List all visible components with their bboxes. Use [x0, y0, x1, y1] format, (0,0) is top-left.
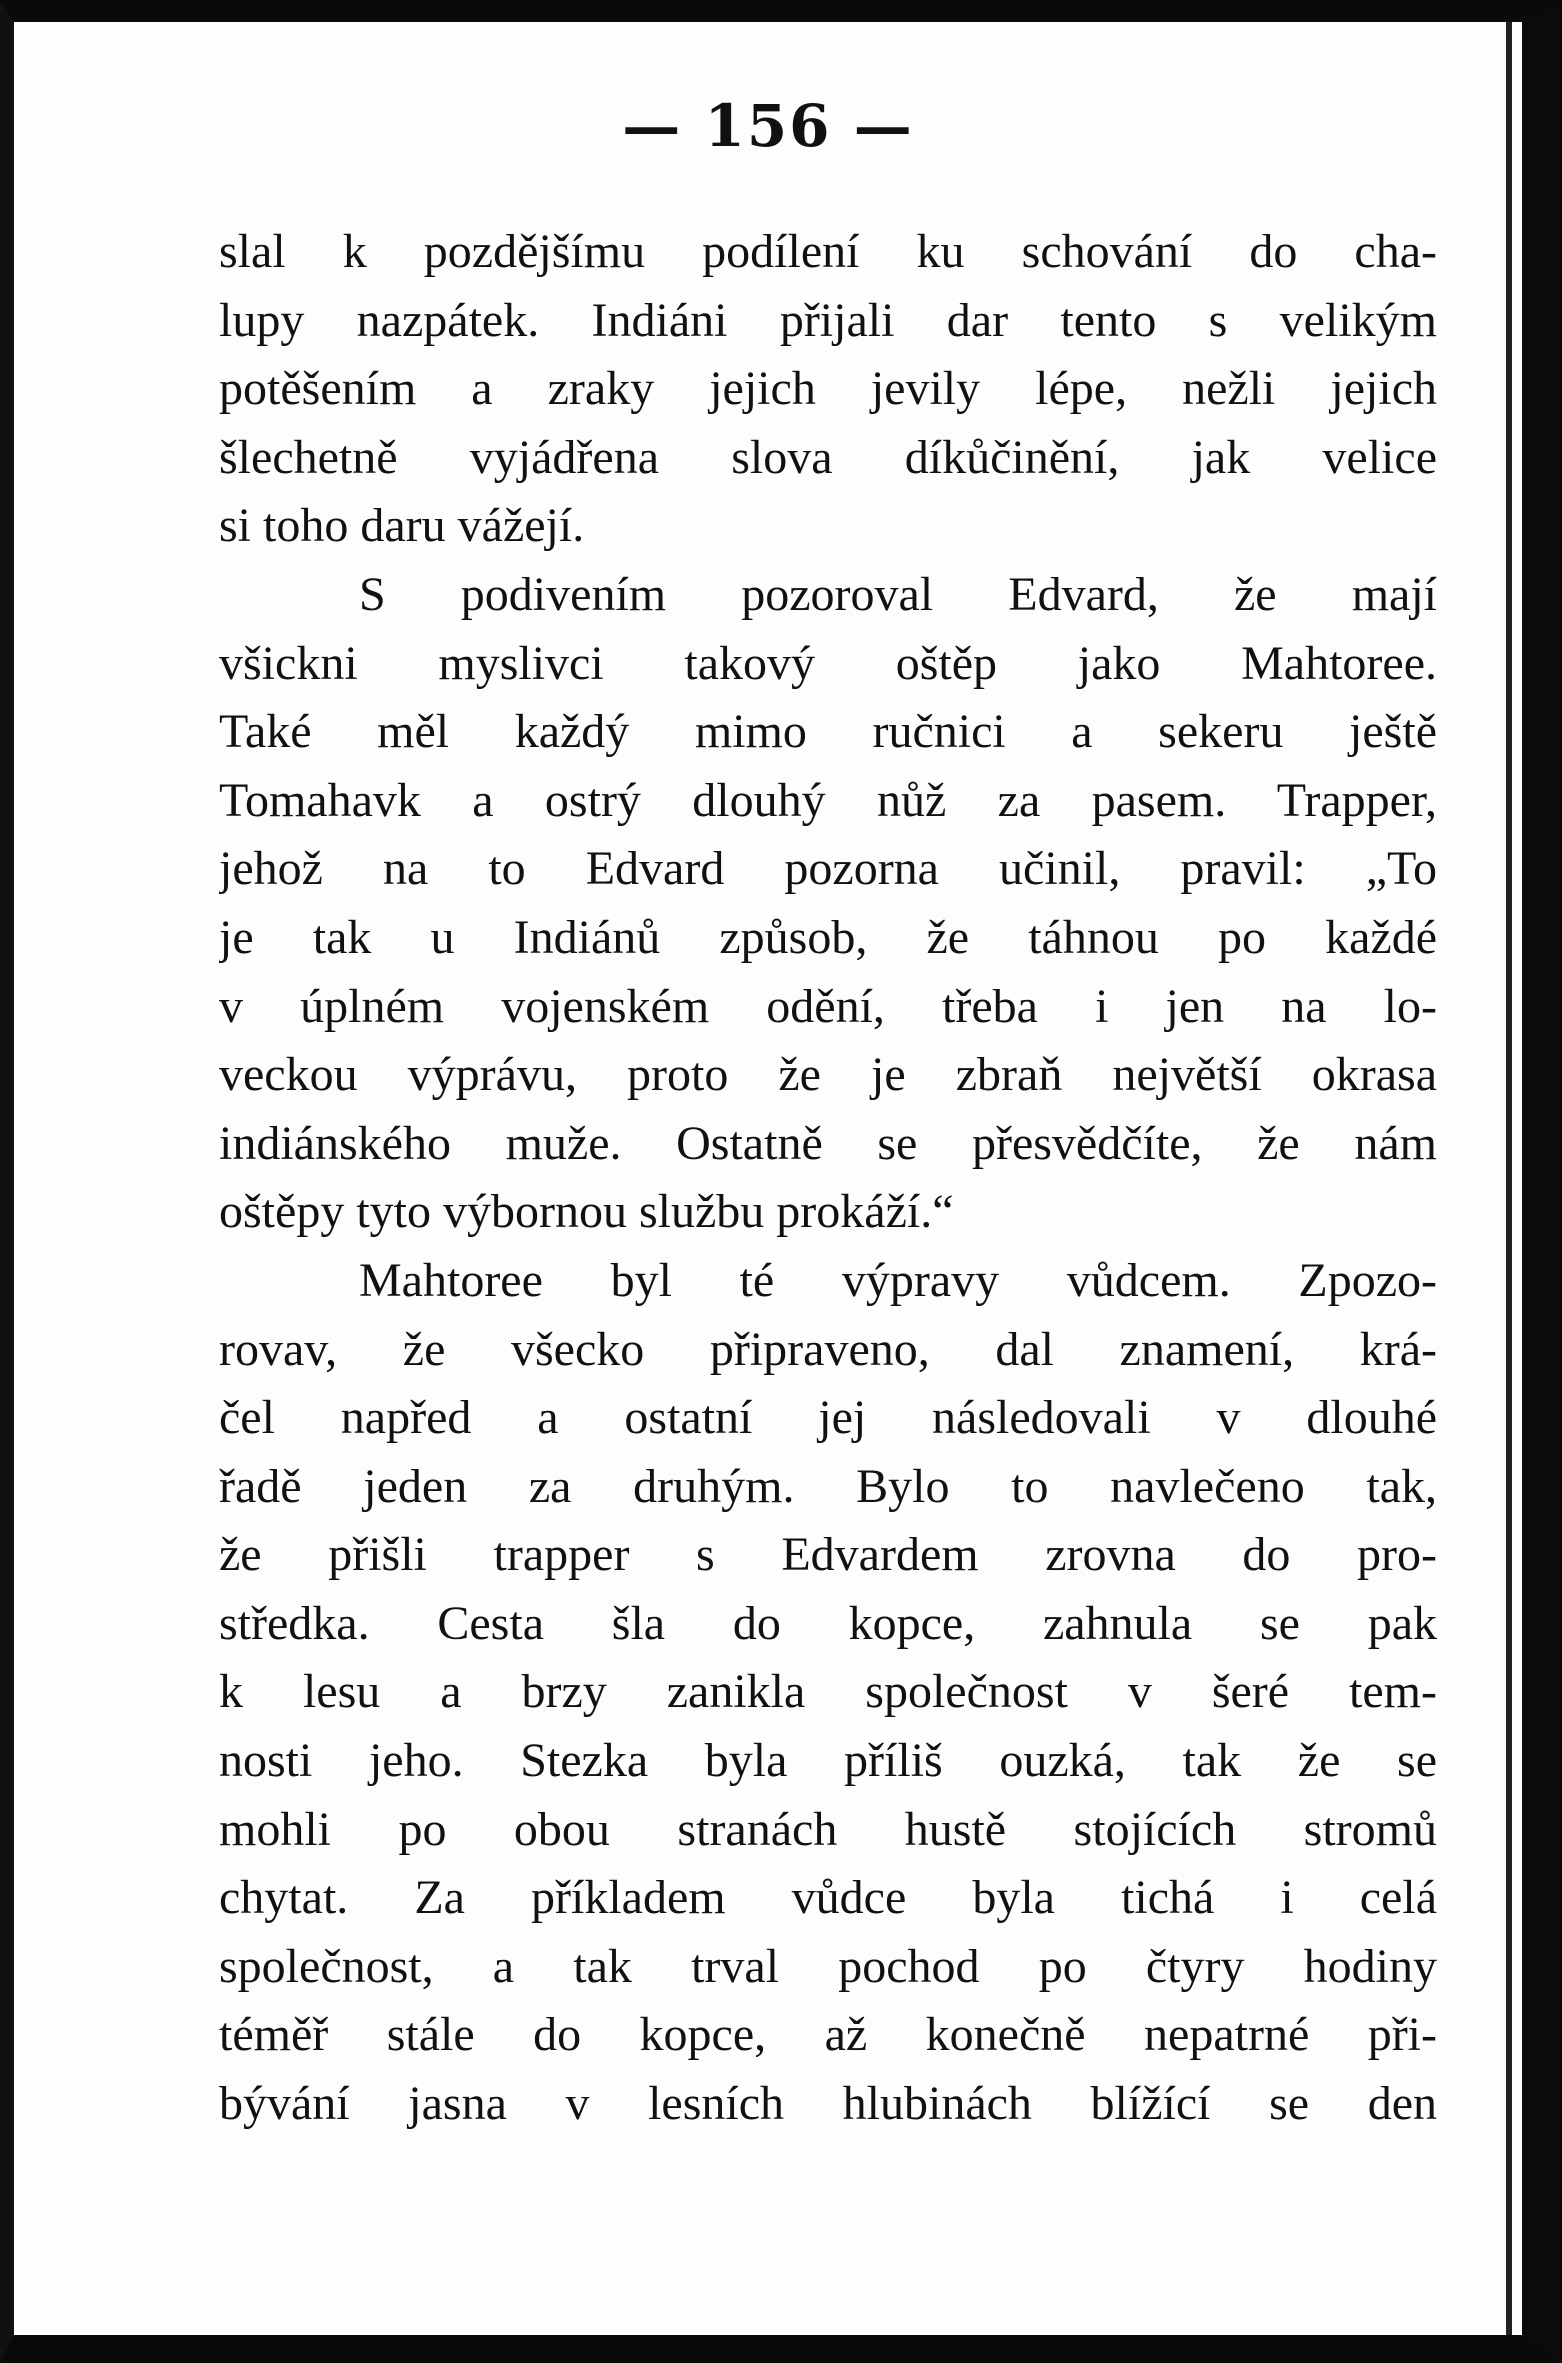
book-page [14, 22, 1522, 2335]
text-line: bývání jasna v lesních hlubinách blížící se den [219, 2077, 1437, 2131]
text-line: řadě jeden za druhým. Bylo to navlečeno tak, [219, 1459, 1437, 1513]
text-line: oštěpy tyto výbornou službu prokáží.“ [219, 1185, 954, 1239]
text-line: šlechetně vyjádřena slova díkůčinění, jak velice [219, 430, 1437, 484]
text-line: jehož na to Edvard pozorna učinil, pravil: „To [219, 842, 1437, 896]
page-edge [1506, 22, 1512, 2335]
page-number: — 156 — [622, 92, 914, 160]
text-line: potěšením a zraky jejich jevily lépe, nežli jejich [219, 362, 1437, 416]
text-line: všickni myslivci takový oštěp jako Mahtoree. [219, 636, 1437, 690]
text-line: rovav, že všecko připraveno, dal znamení, krá- [219, 1322, 1437, 1376]
text-line: slal k pozdějšímu podílení ku schování do cha- [219, 225, 1437, 278]
text-line: nosti jeho. Stezka byla příliš ouzká, tak že se [219, 1734, 1437, 1788]
text-line: společnost, a tak trval pochod po čtyry hodiny [219, 1939, 1437, 1993]
text-line: S podivením pozoroval Edvard, že mají [359, 567, 1437, 621]
text-line: Mahtoree byl té výpravy vůdcem. Zpozo- [359, 1253, 1437, 1307]
text-line: téměř stále do kopce, až konečně nepatrné při- [219, 2008, 1437, 2062]
text-line: je tak u Indiánů způsob, že táhnou po každé [219, 910, 1437, 964]
text-line: chytat. Za příkladem vůdce byla tichá i celá [219, 1871, 1437, 1925]
text-line: Tomahavk a ostrý dlouhý nůž za pasem. Trapper, [219, 773, 1437, 827]
text-line: si toho daru vážejí. [219, 499, 585, 553]
text-line: indiánského muže. Ostatně se přesvědčíte, že nám [219, 1116, 1437, 1170]
text-line: Také měl každý mimo ručnici a sekeru ještě [219, 705, 1437, 759]
text-line: v úplném vojenském odění, třeba i jen na lo- [219, 979, 1437, 1033]
text-line: středka. Cesta šla do kopce, zahnula se pak [219, 1596, 1437, 1650]
text-line: lupy nazpátek. Indiáni přijali dar tento s velikým [219, 293, 1437, 347]
text-line: k lesu a brzy zanikla společnost v šeré tem- [219, 1665, 1437, 1719]
text-line: čel napřed a ostatní jej následovali v dlouhé [219, 1391, 1437, 1445]
text-line: mohli po obou stranách hustě stojících stromů [219, 1802, 1437, 1856]
text-line: veckou výprávu, proto že je zbraň největší okrasa [219, 1048, 1437, 1102]
body-text [219, 218, 1437, 2139]
text-line: že přišli trapper s Edvardem zrovna do pro- [219, 1528, 1437, 1582]
